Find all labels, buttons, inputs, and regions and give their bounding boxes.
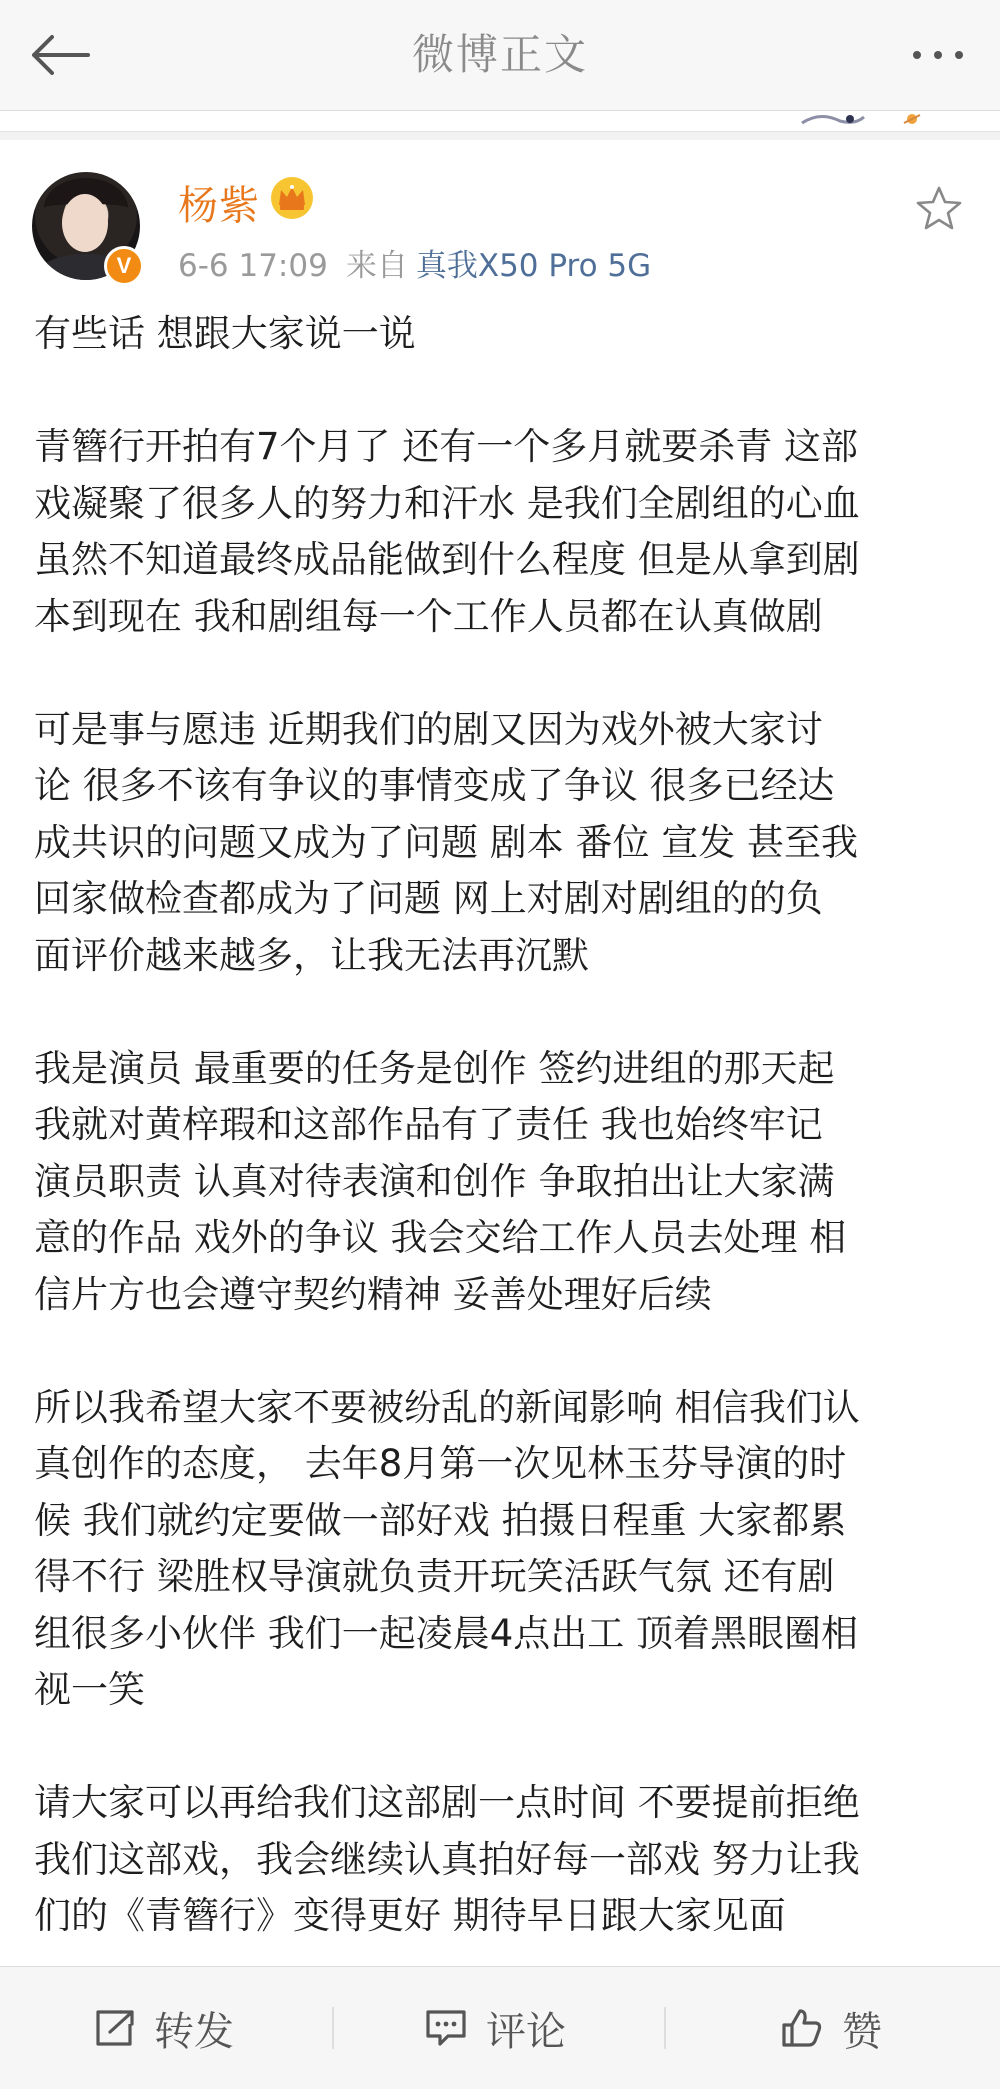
post-paragraph [34, 1041, 974, 1324]
crown-icon [270, 176, 314, 220]
post-paragraph [34, 702, 974, 985]
post-text-line: 虽然不知道最终成品能做到什么程度 但是从拿到剧 [34, 538, 860, 581]
post-paragraph [34, 419, 974, 645]
post-text-line: 面评价越来越多，让我无法再沉默 [34, 933, 589, 977]
comment-label: 评论 [486, 2008, 566, 2055]
comment-button[interactable] [424, 1967, 566, 2089]
post-text-line: 青簪行开拍有7个月了 还有一个多月就要杀青 这部 [34, 425, 859, 468]
post-text-line: 演员职责 认真对待表演和创作 争取拍出让大家满 [34, 1159, 835, 1203]
post-text-line: 戏凝聚了很多人的努力和汗水 是我们全剧组的心血 [34, 481, 860, 525]
top-nav-bar [0, 0, 1000, 111]
post-text-line: 可是事与愿违 近期我们的剧又因为戏外被大家讨 [34, 707, 823, 751]
divider [332, 2007, 334, 2049]
post-text-line: 请大家可以再给我们这部剧一点时间 不要提前拒绝 [34, 1781, 860, 1824]
star-icon[interactable] [914, 184, 964, 234]
more-options-button[interactable] [898, 30, 978, 80]
post-text-line: 组很多小伙伴 我们一起凌晨4点出工 顶着黑眼圈相 [34, 1611, 859, 1655]
post-text-line: 有些话 想跟大家说一说 [34, 312, 416, 355]
action-bar [0, 1966, 1000, 2089]
post-text-line: 我就对黄梓瑕和这部作品有了责任 我也始终牢记 [34, 1103, 823, 1146]
post-text-line: 信片方也会遵守契约精神 妥善处理好后续 [34, 1272, 712, 1316]
post-paragraph [34, 1380, 974, 1719]
page-title: 微博正文 [411, 30, 588, 79]
post-text-line: 视一笑 [34, 1668, 145, 1711]
repost-icon [92, 2008, 136, 2048]
sticker-fragment [800, 111, 930, 125]
post-meta [178, 240, 651, 285]
post-text-line: 真创作的态度， 去年8月第一次见林玉芬导演的时 [34, 1442, 847, 1485]
post-paragraph [34, 1775, 974, 1945]
post-text-line: 回家做检查都成为了问题 网上对剧对剧组的的负 [34, 877, 823, 920]
more-dots-icon [913, 51, 921, 59]
repost-label: 转发 [154, 2008, 234, 2055]
post-text-line: 意的作品 戏外的争议 我会交给工作人员去处理 相 [34, 1216, 847, 1259]
author-name[interactable]: 杨紫 [178, 183, 260, 229]
device-link[interactable]: 真我X50 Pro 5G [415, 248, 652, 284]
post-text-line: 我们这部戏，我会继续认真拍好每一部戏 努力让我 [34, 1837, 860, 1881]
post-paragraph [34, 306, 974, 363]
source-prefix: 来自 [345, 248, 408, 284]
section-gap [0, 132, 1000, 140]
thumbs-up-icon [780, 2007, 824, 2049]
repost-button[interactable] [92, 1967, 234, 2089]
post-text-line: 我是演员 最重要的任务是创作 签约进组的那天起 [34, 1046, 835, 1090]
post-text-line: 论 很多不该有争议的事情变成了争议 很多已经达 [34, 764, 835, 807]
divider [664, 2007, 666, 2049]
post-text-line: 候 我们就约定要做一部好戏 拍摄日程重 大家都累 [34, 1498, 847, 1542]
post-text-line: 所以我希望大家不要被纷乱的新闻影响 相信我们认 [34, 1385, 860, 1429]
post-time: 6-6 17:09 [178, 248, 328, 284]
like-button[interactable] [780, 1967, 882, 2089]
comment-icon [424, 2008, 468, 2048]
post-text-line: 本到现在 我和剧组每一个工作人员都在认真做剧 [34, 594, 823, 638]
verified-badge-icon: V [104, 246, 144, 286]
post-text-line: 们的《青簪行》变得更好 期待早日跟大家见面 [34, 1894, 786, 1937]
previous-content-strip [0, 111, 1000, 132]
like-label: 赞 [842, 2008, 882, 2055]
post-text-line: 得不行 梁胜权导演就负责开玩笑活跃气氛 还有剧 [34, 1555, 835, 1598]
post-body [34, 306, 974, 1945]
post-text-line: 成共识的问题又成为了问题 剧本 番位 宣发 甚至我 [34, 820, 859, 864]
